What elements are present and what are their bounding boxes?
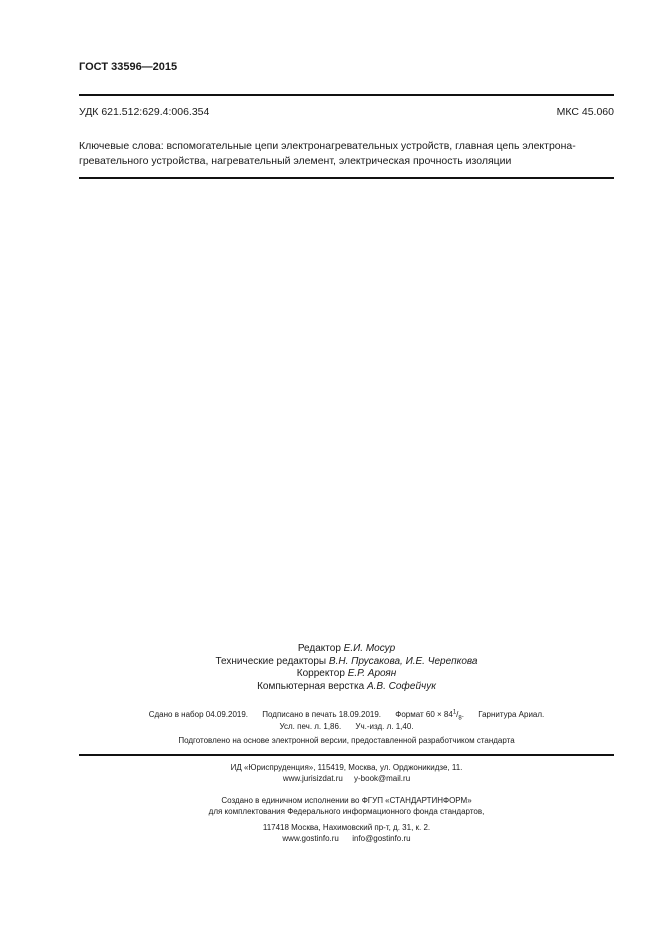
corrector-name: Е.Р. Ароян — [347, 668, 397, 680]
format-denominator: 8 — [458, 715, 462, 722]
created-line-1: Создано в единичном исполнении во ФГУП «СТАНДАРТИНФОРМ» — [221, 796, 472, 806]
editor-label: Редактор — [297, 643, 341, 654]
created-line-2: для комплектования Федерального информационного фонда стандартов, — [208, 806, 485, 816]
publisher-contacts — [79, 774, 614, 785]
publisher-email-link[interactable]: y-book@mail.ru — [354, 773, 411, 783]
keywords — [79, 139, 614, 168]
credit-tech-editors — [79, 656, 614, 669]
prepared-note: Подготовлено на основе электронной версии, предоставленной разработчиком стандарта — [178, 736, 515, 745]
site-link[interactable]: www.gostinfo.ru — [282, 833, 339, 843]
keywords-line-2: гревательного устройства, нагревательный элемент, электрическая прочность изоляции — [79, 154, 512, 167]
corrector-label: Корректор — [296, 668, 345, 680]
submitted-date: Сдано в набор 04.09.2019. — [148, 710, 249, 719]
paper-format: Формат $60 \times 84^1/_8$. — [395, 709, 464, 722]
publication-info — [79, 709, 614, 732]
imprint-divider — [79, 754, 614, 756]
keywords-divider — [79, 177, 614, 179]
layout-name: А.В. Софейчук — [366, 680, 436, 692]
imprint-block — [79, 763, 614, 845]
publisher-sheets: Уч.-изд. л. 1,40. — [355, 721, 414, 731]
layout-label: Компьютерная верстка — [257, 680, 365, 692]
publication-row-2 — [79, 721, 614, 733]
standard-code: ГОСТ 33596—2015 — [79, 61, 178, 73]
editor-name: Е.И. Мосур — [343, 643, 396, 654]
udk-code: УДК 621.512:629.4:006.354 — [79, 106, 210, 118]
credit-layout — [79, 681, 614, 694]
address-line: 117418 Москва, Нахимовский пр-т, д. 31, к. 2. — [262, 823, 431, 833]
imprint-spacer-1 — [79, 784, 614, 796]
format-suffix: . — [461, 710, 464, 719]
signed-date: Подписано в печать 18.09.2019. — [262, 710, 382, 719]
classification-row — [79, 106, 614, 118]
top-divider — [79, 94, 614, 96]
typeface: Гарнитура Ариал. — [478, 710, 545, 719]
credit-corrector — [79, 668, 614, 681]
publisher-site-link[interactable]: www.jurisizdat.ru — [282, 773, 343, 783]
contacts-line — [79, 834, 614, 845]
tech-editors-label: Технические редакторы — [215, 655, 327, 667]
email-link[interactable]: info@gostinfo.ru — [352, 833, 411, 843]
publisher-line: ИД «Юриспруденция», 115419, Москва, ул. Орджоникидзе, 11. — [230, 763, 463, 772]
mks-code: МКС 45.060 — [556, 106, 614, 118]
publication-row-1 — [79, 709, 614, 721]
tech-editors-names: В.Н. Прусакова, И.Е. Черепкова — [328, 655, 478, 667]
keywords-line-1: Ключевые слова: вспомогательные цепи электронагревательных устройств, главная цепь электрона- — [79, 140, 576, 152]
format-prefix: Формат 60 × 84 — [395, 710, 453, 719]
format-numerator: 1 — [452, 709, 457, 716]
credits-block — [79, 643, 614, 693]
print-sheets: Усл. печ. л. 1,86. — [279, 721, 342, 731]
credit-editor — [79, 643, 614, 656]
